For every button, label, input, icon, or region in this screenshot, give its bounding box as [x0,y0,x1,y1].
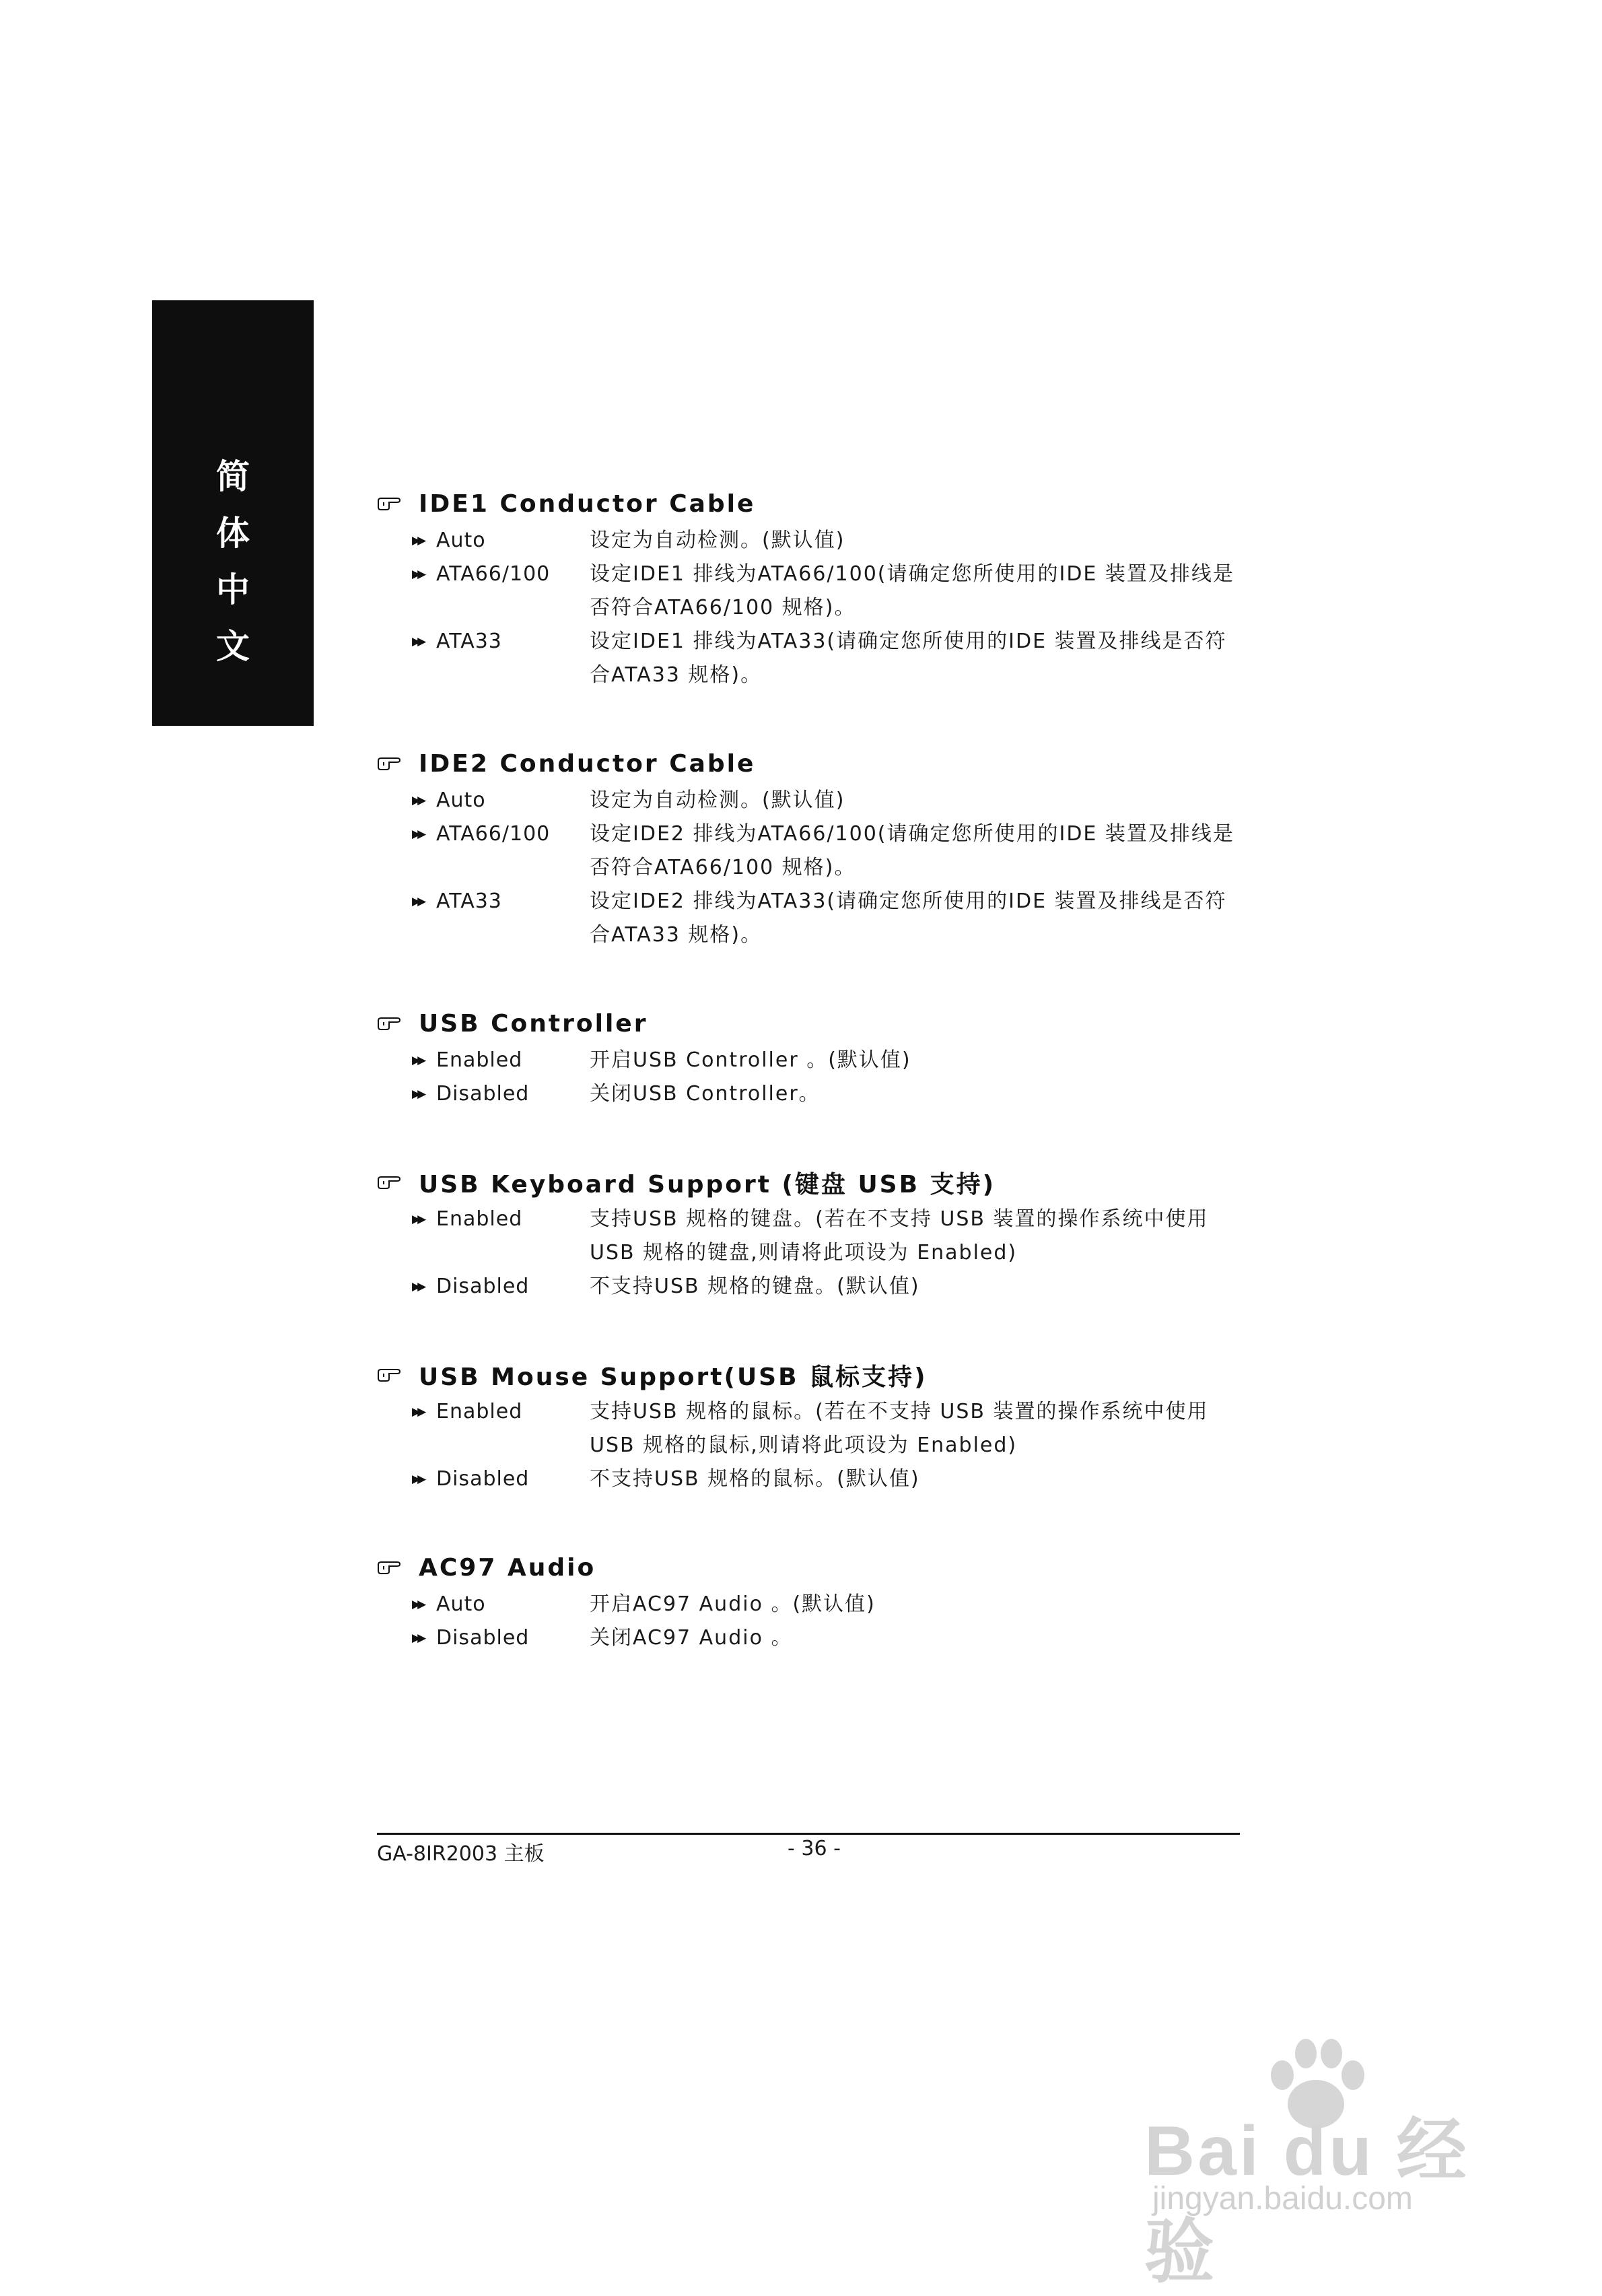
option-row [412,625,1239,692]
section-title: AC97 Audio [419,1553,596,1582]
section-title: USB Mouse Support(USB 鼠标支持) [419,1363,928,1391]
option-label: ATA33 [436,630,502,653]
footer-divider [377,1833,1240,1835]
option-label: Disabled [436,1626,530,1650]
option-label: Enabled [436,1400,523,1423]
option-description: 设定IDE2 排线为ATA66/100(请确定您所使用的IDE 装置及排线是 否符合ATA66/100 规格)。 [590,822,1234,879]
section-heading [377,1003,1239,1044]
pointing-hand-icon [377,1367,401,1383]
option-row [412,784,1239,817]
setting-section [377,1003,1239,1111]
pointing-hand-icon [377,1559,401,1576]
pointing-hand-icon [377,1174,401,1190]
setting-section [377,1162,1239,1304]
double-arrow-icon: ▶▶ [412,895,423,908]
option-description: 设定为自动检测。(默认值) [590,788,845,812]
setting-section [377,1547,1239,1655]
option-label: Disabled [436,1275,530,1298]
double-arrow-icon: ▶▶ [412,635,423,648]
option-description: 支持USB 规格的鼠标。(若在不支持 USB 装置的操作系统中使用 USB 规格的鼠标,则请将此项设为 Enabled) [590,1400,1209,1457]
bios-options-content [377,483,1239,1706]
double-arrow-icon: ▶▶ [412,1405,423,1419]
baidu-watermark [1144,2033,1521,2291]
option-description: 开启USB Controller 。(默认值) [590,1048,911,1072]
option-label: Disabled [436,1467,530,1491]
section-title: IDE2 Conductor Cable [419,749,756,778]
pointing-hand-icon [377,496,401,512]
section-heading [377,1547,1239,1588]
option-row [412,1588,1239,1621]
option-description: 设定IDE2 排线为ATA33(请确定您所使用的IDE 装置及排线是否符 合ATA33 规格)。 [590,889,1227,947]
option-label: ATA66/100 [436,822,551,846]
section-title: USB Controller [419,1009,648,1038]
option-label: ATA66/100 [436,562,551,586]
setting-section [377,743,1239,952]
option-label: Enabled [436,1048,523,1072]
section-heading [377,1355,1239,1395]
double-arrow-icon: ▶▶ [412,794,423,807]
double-arrow-icon: ▶▶ [412,828,423,841]
option-description: 关闭USB Controller。 [590,1082,821,1106]
option-description: 支持USB 规格的键盘。(若在不支持 USB 装置的操作系统中使用 USB 规格的键盘,则请将此项设为 Enabled) [590,1207,1209,1264]
option-row [412,1462,1239,1496]
section-heading [377,743,1239,784]
option-label: ATA33 [436,889,502,913]
option-row [412,558,1239,625]
option-row [412,1270,1239,1304]
option-label: Auto [436,788,486,812]
option-row [412,1395,1239,1462]
option-row [412,817,1239,885]
option-description: 设定为自动检测。(默认值) [590,529,845,552]
double-arrow-icon: ▶▶ [412,1598,423,1611]
option-row [412,1621,1239,1655]
option-row [412,885,1239,952]
section-title: USB Keyboard Support (键盘 USB 支持) [419,1170,996,1198]
section-heading [377,483,1239,524]
language-side-tab [152,300,314,726]
option-label: Enabled [436,1207,523,1231]
footer-model: GA-8IR2003 主板 [377,1842,545,1866]
option-description: 关闭AC97 Audio 。 [590,1626,793,1650]
double-arrow-icon: ▶▶ [412,1213,423,1226]
double-arrow-icon: ▶▶ [412,534,423,547]
double-arrow-icon: ▶▶ [412,1087,423,1101]
pointing-hand-icon [377,755,401,772]
setting-section [377,483,1239,692]
side-tab-label: 简 体 中 文 [216,457,250,666]
option-description: 设定IDE1 排线为ATA33(请确定您所使用的IDE 装置及排线是否符 合ATA33 规格)。 [590,630,1227,687]
section-heading [377,1162,1239,1203]
option-row [412,524,1239,558]
option-description: 不支持USB 规格的键盘。(默认值) [590,1275,920,1298]
option-label: Disabled [436,1082,530,1106]
option-label: Auto [436,529,486,552]
option-row [412,1044,1239,1077]
option-description: 设定IDE1 排线为ATA66/100(请确定您所使用的IDE 装置及排线是 否符合ATA66/100 规格)。 [590,562,1234,619]
option-description: 开启AC97 Audio 。(默认值) [590,1592,876,1616]
page-number: - 36 - [788,1837,841,1860]
option-row [412,1203,1239,1270]
watermark-url: jingyan.baidu.com [1152,2181,1413,2217]
double-arrow-icon: ▶▶ [412,568,423,581]
watermark-logo: Bai du 经验 [1144,2112,1469,2291]
option-row [412,1077,1239,1111]
pointing-hand-icon [377,1015,401,1032]
double-arrow-icon: ▶▶ [412,1280,423,1293]
double-arrow-icon: ▶▶ [412,1054,423,1067]
section-title: IDE1 Conductor Cable [419,489,756,518]
double-arrow-icon: ▶▶ [412,1631,423,1645]
setting-section [377,1355,1239,1496]
option-description: 不支持USB 规格的鼠标。(默认值) [590,1467,920,1491]
double-arrow-icon: ▶▶ [412,1473,423,1486]
option-label: Auto [436,1592,486,1616]
